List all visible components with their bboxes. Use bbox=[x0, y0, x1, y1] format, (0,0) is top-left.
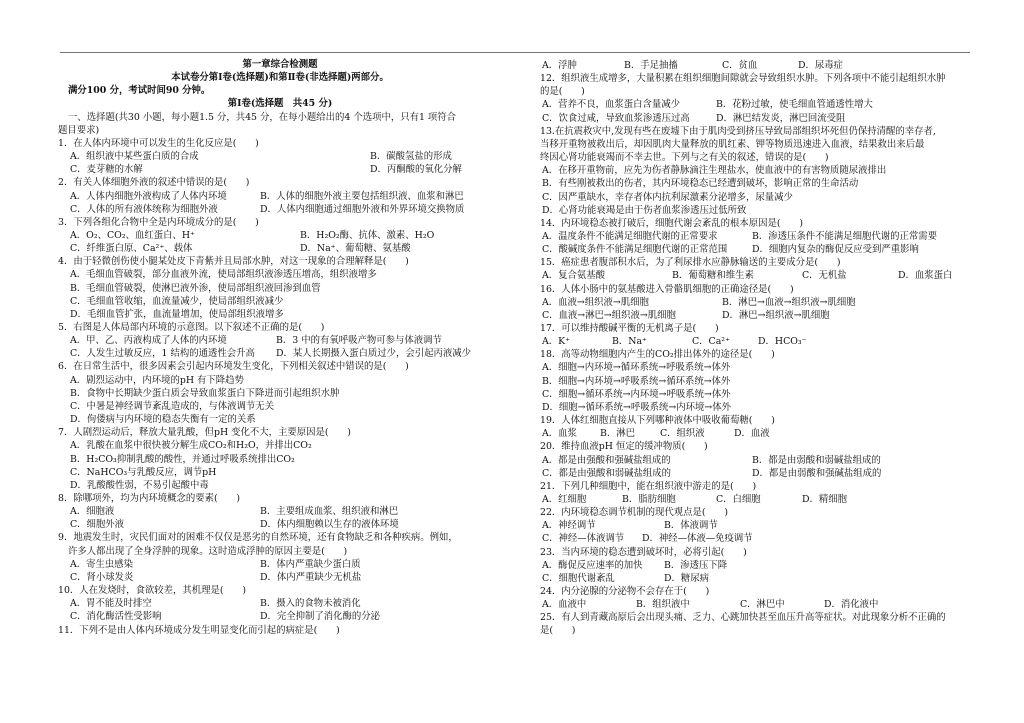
option-c[interactable]: C．NaHCO₃与乳酸反应，调节pH bbox=[70, 466, 217, 478]
option-b[interactable]: B．淋巴→血液→组织液→肌细胞 bbox=[722, 296, 856, 308]
options-row bbox=[58, 163, 502, 176]
options-row bbox=[58, 558, 502, 571]
option-d[interactable]: D．淋巴→组织液→肌细胞 bbox=[722, 309, 830, 321]
option-a[interactable]: A．剧烈运动中，内环境的pH 有下降趋势 bbox=[70, 374, 244, 386]
options-row bbox=[540, 493, 972, 506]
option-b[interactable]: B．细胞→内环境→呼吸系统→循环系统→体外 bbox=[542, 375, 731, 387]
option-c[interactable]: C．组织液 bbox=[660, 428, 705, 440]
option-a[interactable]: A．人体内细胞外液构成了人体内环境 bbox=[70, 190, 227, 202]
option-a[interactable]: A．复合氨基酸 bbox=[542, 270, 606, 282]
question-stem-cont: 的是( ) bbox=[540, 86, 585, 98]
question-stem: 9．地震发生时，灾民们面对的困难不仅仅是恶劣的自然环境，还有食物缺乏和各种疾病。例如， bbox=[58, 532, 458, 544]
option-b[interactable]: B．3 中的有氧呼吸产物可参与体液调节 bbox=[276, 335, 442, 347]
option-c[interactable]: C．都是由强酸和弱碱盐组成的 bbox=[542, 467, 672, 479]
option-d[interactable]: D．细胞→循环系统→呼吸系统→内环境→体外 bbox=[542, 401, 731, 413]
option-b[interactable]: B．都是由弱酸和弱碱盐组成的 bbox=[752, 454, 881, 466]
question-stem: 3．下列各组化合物中全是内环境成分的是( ) bbox=[58, 216, 259, 228]
question-stem: 22．内环境稳态调节机制的现代观点是( ) bbox=[540, 507, 728, 519]
options-row bbox=[58, 150, 502, 163]
question-stem: 17．可以维持酸碱平衡的无机离子是( ) bbox=[540, 323, 719, 334]
question-stem-cont: 终因心肾功能衰竭而不幸去世。下列与之有关的叙述，错误的是( ) bbox=[540, 152, 829, 164]
option-a[interactable]: A．组织液中某些蛋白质的合成 bbox=[70, 151, 199, 163]
option-d[interactable]: D．体内细胞赖以生存的液体环境 bbox=[260, 519, 399, 531]
option-c[interactable]: C．血液→淋巴→组织液→肌细胞 bbox=[542, 309, 676, 321]
option-c[interactable]: C．淋巴中 bbox=[740, 599, 785, 611]
option-c[interactable]: C．白细胞 bbox=[716, 493, 761, 505]
option-a[interactable]: A．胃不能及时排空 bbox=[70, 598, 152, 610]
option-d[interactable]: D．淋巴结发炎，淋巴回流受阻 bbox=[716, 112, 846, 124]
option-a[interactable]: A．血浆 bbox=[542, 428, 577, 440]
option-a[interactable]: A．细胞→内环境→循环系统→呼吸系统→体外 bbox=[542, 362, 731, 374]
option-b[interactable]: B．有些刚被救出的伤者，其内环境稳态已经遭到破坏，影响正常的生命活动 bbox=[542, 178, 859, 190]
question-stem: 24．内分泌腺的分泌物不会存在于( ) bbox=[540, 585, 710, 597]
question-stem: 13.在抗震救灾中,发现有些在废墟下由于肌肉受到挤压导致局部组织坏死但仍保持清醒的幸存者, bbox=[540, 125, 936, 137]
options-row bbox=[58, 610, 502, 623]
option-d[interactable]: D．血液 bbox=[734, 428, 770, 440]
options-row bbox=[58, 229, 502, 242]
exam-info-line1: 本试卷分第Ⅰ卷(选择题)和第Ⅱ卷(非选择题)两部分。 bbox=[171, 72, 389, 84]
option-c[interactable]: C．纤维蛋白原、Ca²⁺、载体 bbox=[70, 243, 193, 255]
option-a[interactable]: A．在移开重物前，应先为伤者静脉滴注生理盐水，使血液中的有害物质随尿液排出 bbox=[542, 165, 887, 177]
section-title: 第Ⅰ卷(选择题 共45 分) bbox=[227, 98, 333, 110]
option-d[interactable]: D．体内严重缺少无机盐 bbox=[260, 571, 362, 583]
option-d[interactable]: D．都是由弱酸和强碱盐组成的 bbox=[752, 467, 882, 479]
option-b[interactable]: B．花粉过敏，使毛细血管通透性增大 bbox=[716, 99, 873, 111]
option-c[interactable]: C．因严重缺水，幸存者体内抗利尿激素分泌增多，尿量减少 bbox=[542, 191, 793, 203]
exam-info-line2: 满分100 分，考试时间90 分钟。 bbox=[68, 85, 211, 97]
options-row bbox=[540, 559, 972, 572]
question-stem: 23．当内环境的稳态遭到破坏时，必将引起( ) bbox=[540, 546, 747, 558]
options-row bbox=[540, 467, 972, 480]
right-column bbox=[540, 59, 972, 638]
option-a[interactable]: A．K⁺ bbox=[542, 336, 571, 348]
question-stem: 10．人在发烧时，食欲较差，其机理是( ) bbox=[58, 585, 246, 597]
option-a[interactable]: A．血液中 bbox=[542, 599, 587, 611]
option-d[interactable]: D．心肾功能衰竭是由于伤者血浆渗透压过低所致 bbox=[542, 204, 747, 216]
options-row bbox=[540, 269, 972, 282]
options-row bbox=[58, 518, 502, 531]
options-row bbox=[540, 59, 972, 72]
question-stem: 11．下列不是由人体内环境成分发生明显变化而引起的病症是( ) bbox=[58, 624, 340, 636]
option-b[interactable]: B．体液调节 bbox=[664, 520, 718, 532]
option-a[interactable]: A．毛细血管破裂，部分血液外流，使局部组织液渗透压增高，组织液增多 bbox=[70, 269, 377, 281]
instructions: 一、选择题(共30 小题，每小题1.5 分，共45 分，在每小题给出的4 个选项中，只有1 项符合 bbox=[68, 111, 457, 123]
question-stem: 21．下列几种细胞中，能在组织液中游走的是( ) bbox=[540, 480, 757, 492]
option-c[interactable]: C．无机盐 bbox=[802, 270, 847, 282]
options-row bbox=[540, 427, 972, 440]
options-row bbox=[58, 597, 502, 610]
option-a[interactable]: A．神经调节 bbox=[542, 520, 596, 532]
question-stem: 15．癌症患者腹部积水后，为了利尿排水应静脉输送的主要成分是( ) bbox=[540, 257, 841, 269]
option-c[interactable]: C．神经—体液调节 bbox=[542, 533, 625, 545]
option-b[interactable]: B．H₂CO₃抑制乳酸的酸性，并通过呼吸系统排出CO₂ bbox=[70, 453, 295, 465]
option-c[interactable]: C．人体的所有液体统称为细胞外液 bbox=[70, 203, 218, 215]
question-stem: 16．人体小肠中的氨基酸进入骨骼肌细胞的正确途径是( ) bbox=[540, 283, 794, 295]
option-d[interactable]: D．乳酸酸性弱，不易引起酸中毒 bbox=[70, 479, 209, 491]
option-d[interactable]: D．Na⁺、葡萄糖、氨基酸 bbox=[300, 243, 411, 255]
option-a[interactable]: A．红细胞 bbox=[542, 493, 587, 505]
options-row bbox=[540, 243, 972, 256]
question-stem: 19．人体红细胞直接从下列哪种液体中吸收葡萄糖( ) bbox=[540, 415, 775, 427]
option-d[interactable]: D．丙酮酸的氧化分解 bbox=[370, 164, 462, 176]
option-b[interactable]: B．碳酸氢盐的形成 bbox=[370, 151, 452, 163]
option-b[interactable]: B．脂肪细胞 bbox=[622, 493, 676, 505]
option-a[interactable]: A．酶促反应速率的加快 bbox=[542, 559, 643, 571]
option-b[interactable]: B．主要组成血浆、组织液和淋巴 bbox=[260, 506, 399, 518]
option-d[interactable]: D．毛细血管扩张，血流量增加，使局部组织液增多 bbox=[70, 308, 284, 320]
options-row bbox=[540, 296, 972, 309]
option-b[interactable]: B．摄入的食物未被消化 bbox=[260, 598, 361, 610]
option-c[interactable]: C．贫血 bbox=[722, 60, 758, 71]
options-row bbox=[58, 203, 502, 216]
option-c[interactable]: C．细胞外液 bbox=[70, 519, 125, 531]
option-d[interactable]: D．尿毒症 bbox=[798, 60, 844, 71]
options-row bbox=[540, 98, 972, 111]
options-row bbox=[58, 242, 502, 255]
option-c[interactable]: C．消化酶活性受影响 bbox=[70, 611, 162, 623]
option-c[interactable]: C．肾小球发炎 bbox=[70, 571, 134, 583]
option-d[interactable]: D．消化液中 bbox=[824, 599, 879, 611]
options-row bbox=[58, 505, 502, 518]
option-d[interactable]: D．糖尿病 bbox=[664, 572, 710, 584]
option-c[interactable]: C．细胞代谢紊乱 bbox=[542, 572, 615, 584]
question-stem: 6．在日常生活中，很多因素会引起内环境发生变化，下列相关叙述中错误的是( ) bbox=[58, 361, 409, 373]
option-b[interactable]: B．H₂O₂酶、抗体、激素、H₂O bbox=[300, 229, 435, 241]
option-b[interactable]: B．淋巴 bbox=[600, 428, 636, 440]
option-c[interactable]: C．人发生过敏反应，1 结构的通透性会升高 bbox=[70, 348, 255, 360]
question-stem: 20．维持血液pH 恒定的缓冲物质( ) bbox=[540, 441, 708, 453]
instructions-cont: 题目要求) bbox=[58, 124, 100, 136]
question-stem: 25．有人到青藏高原后会出现头痛、乏力、心跳加快甚至血压升高等症状。对此现象分析不正确的 bbox=[540, 612, 946, 624]
option-c[interactable]: C．细胞→循环系统→内环境→呼吸系统→体外 bbox=[542, 388, 731, 400]
question-stem-cont: 是( ) bbox=[540, 625, 576, 637]
question-stem: 5．右图是人体局部内环境的示意图。以下叙述不正确的是( ) bbox=[58, 322, 325, 334]
option-b[interactable]: B．手足抽搐 bbox=[624, 60, 678, 71]
option-a[interactable]: A．营养不良，血浆蛋白含量减少 bbox=[542, 99, 681, 111]
option-b[interactable]: B．组织液中 bbox=[636, 599, 690, 611]
options-row bbox=[58, 571, 502, 584]
option-a[interactable]: A．乳酸在血浆中很快被分解生成CO₂和H₂O，并排出CO₂ bbox=[70, 440, 312, 452]
question-stem: 8．除哪项外，均为内环境概念的要素( ) bbox=[58, 493, 241, 505]
options-row bbox=[540, 572, 972, 585]
option-c[interactable]: C．中暑是神经调节紊乱造成的，与体液调节无关 bbox=[70, 400, 275, 412]
question-stem: 2．有关人体细胞外液的叙述中错误的是( ) bbox=[58, 177, 250, 189]
option-a[interactable]: A．温度条件不能满足细胞代谢的正常要求 bbox=[542, 230, 718, 242]
option-a[interactable]: A．细胞液 bbox=[70, 506, 115, 518]
option-b[interactable]: B．Na⁺ bbox=[612, 336, 648, 348]
question-stem-cont: 当移开重物被救出后，却因肌肉大量释放的肌红素、钾等物质迅速进入血液，结果救出来后最 bbox=[540, 138, 925, 150]
options-row bbox=[58, 190, 502, 203]
option-c[interactable]: C．毛细血管收缩，血流量减少，使局部组织液减少 bbox=[70, 295, 284, 307]
option-c[interactable]: C．酸碱度条件不能满足细胞代谢的正常范围 bbox=[542, 244, 728, 256]
option-a[interactable]: A．O₂、CO₂、血红蛋白、H⁺ bbox=[70, 229, 195, 241]
option-a[interactable]: A．都是由强酸和强碱盐组成的 bbox=[542, 454, 671, 466]
options-row bbox=[540, 532, 972, 545]
option-d[interactable]: D．HCO₃⁻ bbox=[758, 336, 807, 348]
option-d[interactable]: D．某人长期摄入蛋白质过少，会引起丙液减少 bbox=[276, 348, 472, 360]
option-d[interactable]: D．佝偻病与内环境的稳态失衡有一定的关系 bbox=[70, 414, 256, 426]
left-column bbox=[58, 58, 502, 637]
option-a[interactable]: A．甲、乙、丙液构成了人体的内环境 bbox=[70, 335, 227, 347]
options-row bbox=[58, 347, 502, 360]
option-b[interactable]: B．渗透压下降 bbox=[664, 559, 728, 571]
question-stem: 14．内环境稳态被打破后，细胞代谢会紊乱的根本原因是( ) bbox=[540, 217, 803, 229]
question-stem: 4．由于轻微创伤使小腿某处皮下青紫并且局部水肿，对这一现象的合理解释是( ) bbox=[58, 256, 409, 268]
option-a[interactable]: A．寄生虫感染 bbox=[70, 558, 134, 570]
option-b[interactable]: B．体内严重缺少蛋白质 bbox=[260, 558, 361, 570]
page-title: 第一章综合检测题 bbox=[242, 59, 318, 70]
option-d[interactable]: D．血浆蛋白 bbox=[898, 270, 953, 282]
options-row bbox=[540, 519, 972, 532]
options-row bbox=[540, 454, 972, 467]
question-stem-cont: 许多人都出现了全身浮肿的现象。这时造成浮肿的原因主要是( ) bbox=[68, 545, 348, 557]
option-b[interactable]: B．葡萄糖和维生素 bbox=[672, 270, 754, 282]
option-a[interactable]: A．血液→组织液→肌细胞 bbox=[542, 296, 649, 308]
options-row bbox=[540, 112, 972, 125]
option-c[interactable]: C．麦芽糖的水解 bbox=[70, 164, 143, 176]
option-b[interactable]: B．人体的细胞外液主要包括组织液、血浆和淋巴 bbox=[260, 190, 464, 202]
question-stem: 12．组织液生成增多，大量积累在组织细胞间隙就会导致组织水肿。下列各项中不能引起组织水肿 bbox=[540, 73, 946, 85]
question-stem: 18．高等动物细胞内产生的CO₂排出体外的途径是( ) bbox=[540, 349, 775, 361]
option-c[interactable]: C．饮食过咸，导致血浆渗透压过高 bbox=[542, 112, 690, 124]
option-b[interactable]: B．渗透压条件不能满足细胞代谢的正常需要 bbox=[752, 230, 938, 242]
option-d[interactable]: D．神经—体液—免疫调节 bbox=[642, 533, 753, 545]
options-row bbox=[58, 334, 502, 347]
top-rule bbox=[60, 52, 970, 53]
option-b[interactable]: B．食物中长期缺少蛋白质会导致血浆蛋白下降进而引起组织水肿 bbox=[70, 387, 340, 399]
options-row bbox=[540, 230, 972, 243]
options-row bbox=[540, 335, 972, 348]
option-d[interactable]: D．人体内细胞通过细胞外液和外界环境交换物质 bbox=[260, 203, 465, 215]
option-d[interactable]: D．细胞内复杂的酶促反应受到严重影响 bbox=[752, 244, 919, 256]
options-row bbox=[540, 598, 972, 611]
option-a[interactable]: A．浮肿 bbox=[542, 60, 577, 71]
options-row bbox=[540, 309, 972, 322]
option-b[interactable]: B．毛细血管破裂，使淋巴液外渗，使局部组织液回渗到血管 bbox=[70, 282, 321, 294]
option-d[interactable]: D．精细胞 bbox=[802, 493, 848, 505]
option-c[interactable]: C．Ca²⁺ bbox=[692, 336, 731, 348]
question-stem: 7．人剧烈运动后，释放大量乳酸，但pH 变化不大，主要原因是( ) bbox=[58, 427, 351, 439]
option-d[interactable]: D．完全抑制了消化酶的分泌 bbox=[260, 611, 381, 623]
question-stem: 1．在人体内环境中可以发生的生化反应是( ) bbox=[58, 137, 259, 149]
